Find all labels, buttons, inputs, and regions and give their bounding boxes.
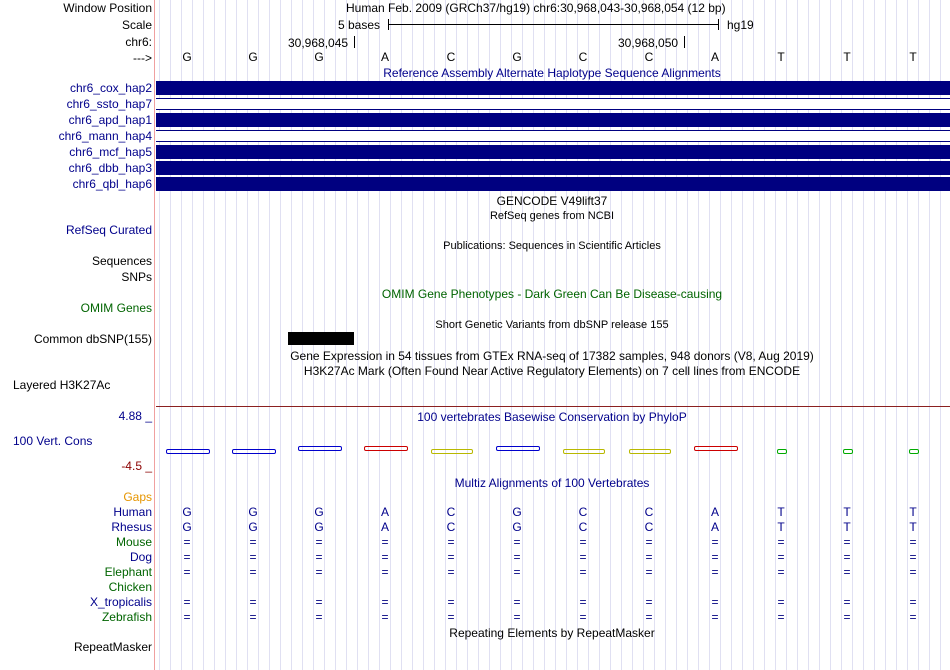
- h3k27ac-track-title[interactable]: H3K27Ac Mark (Often Found Near Active Regulatory Elements) on 7 cell lines from ENCODE: [303, 364, 801, 378]
- cons-min-label: -4.5 _: [121, 459, 152, 473]
- alignment-base: =: [315, 550, 323, 564]
- alignment-base: =: [579, 550, 587, 564]
- alignment-base: =: [381, 535, 389, 549]
- omim-genes-label[interactable]: OMIM Genes: [80, 301, 152, 315]
- base-letter: G: [248, 50, 258, 64]
- alignment-base: =: [711, 535, 719, 549]
- alignment-base: =: [645, 550, 653, 564]
- snps-label[interactable]: SNPs: [121, 270, 152, 284]
- strand-label: --->: [133, 51, 152, 65]
- alignment-base: A: [380, 520, 389, 534]
- hap-label-dbb[interactable]: chr6_dbb_hap3: [68, 161, 152, 175]
- alignment-base: =: [579, 595, 587, 609]
- base-letter: A: [380, 50, 389, 64]
- repeatmasker-track-title[interactable]: Repeating Elements by RepeatMasker: [449, 626, 655, 640]
- alignment-base: =: [645, 535, 653, 549]
- window-position-label: Window Position: [63, 1, 152, 15]
- scale-bar-left-tick: [388, 19, 389, 30]
- hap-label-qbl[interactable]: chr6_qbl_hap6: [72, 177, 152, 191]
- alignment-base: G: [182, 505, 192, 519]
- scale-bar-right-tick: [718, 19, 719, 30]
- cons-top-line: [156, 406, 950, 407]
- publications-track-title[interactable]: Publications: Sequences in Scientific Articles: [443, 240, 661, 252]
- alignment-base: =: [909, 610, 917, 624]
- alignment-base: =: [909, 595, 917, 609]
- hap-bar-ssto[interactable]: [156, 98, 950, 110]
- alignment-base: =: [843, 535, 851, 549]
- conservation-mark: [364, 446, 408, 451]
- conservation-mark: [431, 449, 473, 454]
- hap-bar-mcf[interactable]: [156, 145, 950, 159]
- vert-cons-label[interactable]: 100 Vert. Cons: [13, 434, 93, 448]
- alignment-base: =: [183, 550, 191, 564]
- label-divider: [154, 0, 155, 670]
- species-label[interactable]: Chicken: [108, 580, 152, 594]
- conservation-mark: [843, 449, 853, 454]
- alignment-base: G: [248, 520, 258, 534]
- alignment-base: =: [513, 535, 521, 549]
- hap-label-mann[interactable]: chr6_mann_hap4: [58, 129, 152, 143]
- gencode-track-title[interactable]: GENCODE V49lift37: [496, 194, 608, 208]
- alignment-base: A: [380, 505, 389, 519]
- alignment-base: =: [711, 565, 719, 579]
- conservation-mark: [298, 446, 342, 451]
- alignment-base: G: [512, 520, 522, 534]
- base-letter: C: [446, 50, 456, 64]
- scale-label: Scale: [121, 18, 152, 32]
- alignment-base: G: [248, 505, 258, 519]
- alignment-base: =: [579, 535, 587, 549]
- conservation-mark: [496, 446, 540, 451]
- gtex-track-title[interactable]: Gene Expression in 54 tissues from GTEx RNA-seq of 17382 samples, 948 donors (V8, Aug 2019): [290, 349, 814, 363]
- alignment-base: =: [777, 535, 785, 549]
- refseq-curated-label[interactable]: RefSeq Curated: [65, 223, 152, 237]
- alignment-base: C: [644, 505, 654, 519]
- alignment-base: =: [381, 550, 389, 564]
- alignment-base: =: [183, 565, 191, 579]
- base-letter: G: [314, 50, 324, 64]
- alignment-base: =: [579, 610, 587, 624]
- scale-text: 5 bases: [338, 18, 381, 32]
- alignment-base: =: [777, 595, 785, 609]
- omim-track-title[interactable]: OMIM Gene Phenotypes - Dark Green Can Be Disease-causing: [381, 287, 723, 301]
- alignment-base: G: [314, 505, 324, 519]
- alignment-base: =: [843, 565, 851, 579]
- base-letter: C: [578, 50, 588, 64]
- alignment-base: =: [315, 595, 323, 609]
- repeatmasker-label[interactable]: RepeatMasker: [73, 640, 152, 654]
- alignment-base: =: [909, 535, 917, 549]
- cons-max-label: 4.88 _: [118, 409, 152, 423]
- ruler-right-tick: [684, 36, 685, 48]
- alignment-base: =: [315, 565, 323, 579]
- alignment-base: T: [843, 505, 851, 519]
- ruler-right-position: 30,968,050: [618, 36, 679, 50]
- dbsnp-track-title[interactable]: Short Genetic Variants from dbSNP release 155: [435, 319, 669, 331]
- hap-bar-cox[interactable]: [156, 81, 950, 95]
- alignment-base: T: [777, 520, 785, 534]
- base-letter: T: [843, 50, 851, 64]
- gaps-label[interactable]: Gaps: [123, 490, 152, 504]
- alignment-base: G: [182, 520, 192, 534]
- species-label[interactable]: Mouse: [115, 535, 152, 549]
- alignment-base: =: [513, 550, 521, 564]
- alignment-base: =: [447, 595, 455, 609]
- alignment-base: =: [711, 610, 719, 624]
- ruler-left-position: 30,968,045: [288, 36, 349, 50]
- position-title: Human Feb. 2009 (GRCh37/hg19) chr6:30,968,043-30,968,054 (12 bp): [346, 1, 726, 15]
- alignment-base: =: [249, 595, 257, 609]
- conservation-mark: [909, 449, 919, 454]
- scale-assembly: hg19: [727, 18, 754, 32]
- alignment-base: =: [645, 565, 653, 579]
- alignment-base: =: [447, 565, 455, 579]
- refseq-track-title[interactable]: RefSeq genes from NCBI: [489, 210, 615, 222]
- ruler-left-tick: [354, 36, 355, 48]
- alignment-base: G: [512, 505, 522, 519]
- alignment-base: =: [843, 550, 851, 564]
- alignment-base: =: [777, 610, 785, 624]
- base-letter: C: [644, 50, 654, 64]
- alignment-base: =: [183, 610, 191, 624]
- alignment-base: =: [249, 535, 257, 549]
- base-letter: T: [909, 50, 917, 64]
- alignment-base: =: [249, 565, 257, 579]
- base-letter: A: [710, 50, 719, 64]
- base-letter: T: [777, 50, 785, 64]
- alignment-base: =: [909, 550, 917, 564]
- species-label[interactable]: X_tropicalis: [89, 595, 152, 609]
- alignment-base: =: [381, 610, 389, 624]
- alignment-base: =: [579, 565, 587, 579]
- alignment-base: C: [446, 520, 456, 534]
- alignment-base: =: [909, 565, 917, 579]
- alignment-base: =: [843, 595, 851, 609]
- hap-label-cox[interactable]: chr6_cox_hap2: [69, 81, 152, 95]
- phylop-track-title[interactable]: 100 vertebrates Basewise Conservation by PhyloP: [417, 410, 687, 424]
- layered-h3k27ac-label[interactable]: Layered H3K27Ac: [13, 378, 111, 392]
- conservation-mark: [166, 449, 210, 454]
- alignment-base: =: [513, 565, 521, 579]
- scale-bar: [388, 24, 718, 25]
- conservation-mark: [629, 449, 671, 454]
- haplotype-track-title[interactable]: Reference Assembly Alternate Haplotype Sequence Alignments: [383, 66, 721, 80]
- alignment-base: =: [447, 535, 455, 549]
- alignment-base: T: [909, 520, 917, 534]
- alignment-base: T: [909, 505, 917, 519]
- alignment-base: =: [315, 535, 323, 549]
- conservation-mark: [563, 449, 605, 454]
- track-data-area[interactable]: [156, 0, 950, 670]
- species-label[interactable]: Zebrafish: [101, 610, 152, 624]
- track-labels: [0, 0, 154, 670]
- alignment-base: =: [183, 535, 191, 549]
- multiz-track-title[interactable]: Multiz Alignments of 100 Vertebrates: [454, 476, 650, 490]
- species-label[interactable]: Rhesus: [111, 520, 152, 534]
- hap-bar-apd[interactable]: [156, 113, 950, 127]
- alignment-base: G: [314, 520, 324, 534]
- alignment-base: =: [249, 610, 257, 624]
- hap-label-mcf[interactable]: chr6_mcf_hap5: [69, 145, 152, 159]
- alignment-base: C: [578, 520, 588, 534]
- hap-bar-qbl[interactable]: [156, 177, 950, 191]
- alignment-base: =: [645, 595, 653, 609]
- hap-label-apd[interactable]: chr6_apd_hap1: [68, 113, 152, 127]
- hap-bar-dbb[interactable]: [156, 161, 950, 175]
- alignment-base: C: [578, 505, 588, 519]
- alignment-base: C: [446, 505, 456, 519]
- alignment-base: =: [315, 610, 323, 624]
- alignment-base: =: [777, 565, 785, 579]
- common-dbsnp-label[interactable]: Common dbSNP(155): [33, 332, 152, 346]
- alignment-base: =: [513, 610, 521, 624]
- alignment-base: A: [710, 505, 719, 519]
- alignment-base: =: [777, 550, 785, 564]
- alignment-base: =: [711, 550, 719, 564]
- alignment-base: =: [513, 595, 521, 609]
- chrom-label: chr6:: [125, 35, 152, 49]
- conservation-mark: [232, 449, 276, 454]
- hap-bar-mann[interactable]: [156, 130, 950, 142]
- species-label[interactable]: Elephant: [104, 565, 152, 579]
- alignment-base: =: [183, 595, 191, 609]
- alignment-base: A: [710, 520, 719, 534]
- alignment-base: T: [843, 520, 851, 534]
- conservation-mark: [694, 446, 738, 451]
- alignment-base: =: [645, 610, 653, 624]
- alignment-base: =: [711, 595, 719, 609]
- alignment-base: =: [381, 565, 389, 579]
- alignment-base: =: [249, 550, 257, 564]
- dbsnp-variant-block[interactable]: [288, 332, 354, 345]
- species-label[interactable]: Human: [113, 505, 152, 519]
- conservation-mark: [777, 449, 787, 454]
- alignment-base: T: [777, 505, 785, 519]
- species-label[interactable]: Dog: [129, 550, 152, 564]
- base-letter: G: [182, 50, 192, 64]
- alignment-base: =: [447, 550, 455, 564]
- hap-label-ssto[interactable]: chr6_ssto_hap7: [66, 97, 152, 111]
- base-letter: G: [512, 50, 522, 64]
- sequences-label[interactable]: Sequences: [91, 254, 152, 268]
- alignment-base: =: [381, 595, 389, 609]
- alignment-base: C: [644, 520, 654, 534]
- alignment-base: =: [843, 610, 851, 624]
- alignment-base: =: [447, 610, 455, 624]
